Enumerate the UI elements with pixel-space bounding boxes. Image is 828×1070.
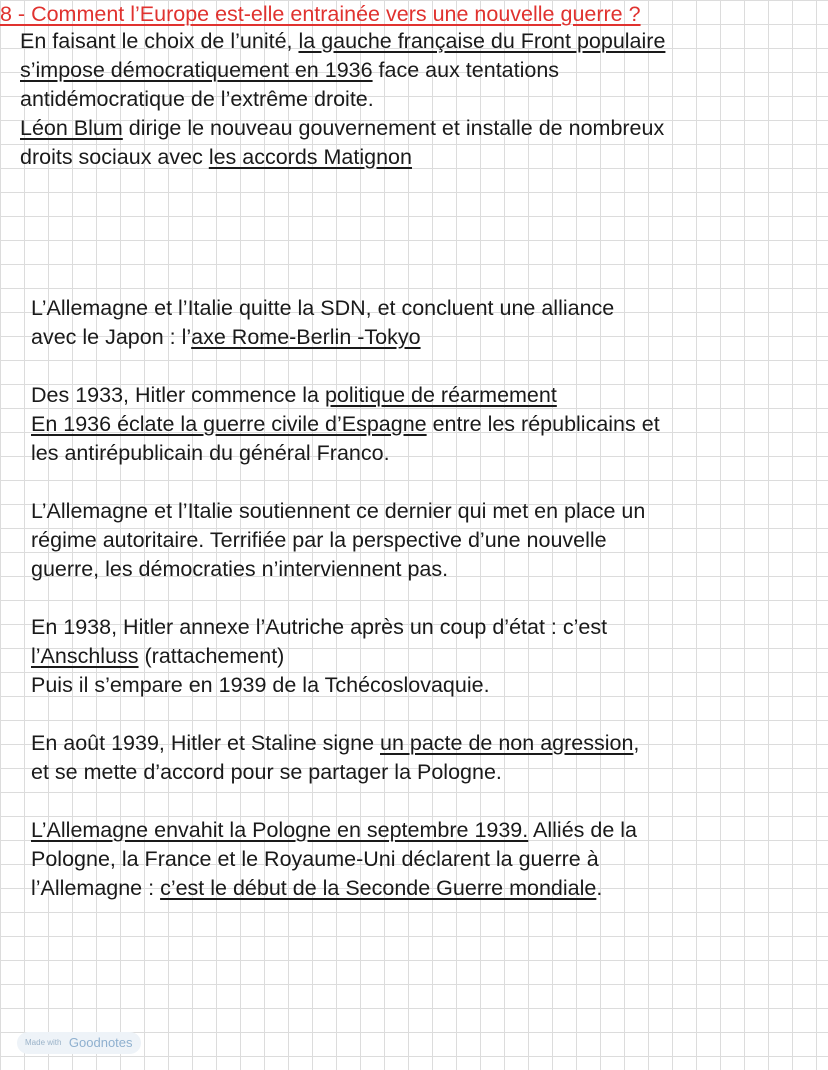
body-text — [31, 294, 660, 903]
text-segment: dirige le nouveau gouvernement et installe de nombreux — [122, 116, 665, 140]
section-heading-text: 8 - Comment l’Europe est-elle entrainée vers une nouvelle guerre ? — [0, 2, 641, 26]
underlined-text: les accords Matignon — [208, 145, 412, 169]
text-segment: Des 1933, Hitler commence la — [31, 383, 325, 407]
underlined-text: L’Allemagne envahit la Pologne en septembre 1939. — [31, 818, 529, 842]
text-line — [31, 816, 660, 845]
badge-made-with: Made with — [25, 1038, 62, 1047]
underlined-text: s’impose démocratiquement en 1936 — [20, 58, 373, 82]
text-line — [31, 758, 660, 787]
text-segment: Pologne, la France et le Royaume-Uni déclarent la guerre à — [31, 847, 599, 871]
text-line — [20, 85, 665, 114]
text-line — [20, 143, 665, 172]
text-segment: et se mette d’accord pour se partager la Pologne. — [31, 760, 502, 784]
text-line — [31, 671, 660, 700]
underlined-text: Léon Blum — [20, 116, 123, 140]
text-line — [20, 56, 665, 85]
text-segment: l’Allemagne : — [31, 876, 161, 900]
text-segment: L’Allemagne et l’Italie soutiennent ce dernier qui met en place un — [31, 499, 646, 523]
text-segment: L’Allemagne et l’Italie quitte la SDN, et concluent une alliance — [31, 296, 615, 320]
text-segment: antidémocratique de l’extrême droite. — [20, 87, 374, 111]
underlined-text: un pacte de non agression — [380, 731, 634, 755]
text-line — [31, 323, 660, 352]
text-segment: entre les républicains et — [426, 412, 660, 436]
underlined-text: En 1936 éclate la guerre civile d’Espagne — [31, 412, 427, 436]
text-line — [31, 294, 660, 323]
text-line — [31, 845, 660, 874]
underlined-text: c’est le début de la Seconde Guerre mondiale — [160, 876, 597, 900]
text-line — [31, 613, 660, 642]
text-segment: les antirépublicain du général Franco. — [31, 441, 390, 465]
text-segment: droits sociaux avec — [20, 145, 209, 169]
underlined-text: la gauche française du Front populaire — [298, 29, 666, 53]
text-line — [31, 874, 660, 903]
text-segment: En faisant le choix de l’unité, — [20, 29, 299, 53]
text-segment: , — [633, 731, 640, 755]
paragraph — [31, 497, 660, 584]
text-segment: face aux tentations — [372, 58, 560, 82]
text-line — [31, 439, 660, 468]
text-line — [20, 114, 665, 143]
text-line — [20, 27, 665, 56]
text-line — [31, 555, 660, 584]
intro-text — [20, 27, 665, 172]
paragraph — [31, 613, 660, 700]
badge-brand: Goodnotes — [68, 1035, 133, 1050]
paragraph — [31, 816, 660, 903]
text-segment: (rattachement) — [138, 644, 285, 668]
section-heading — [0, 0, 828, 29]
text-segment: En août 1939, Hitler et Staline signe — [31, 731, 380, 755]
text-line — [31, 410, 660, 439]
paragraph — [31, 294, 660, 352]
paragraph — [31, 729, 660, 787]
text-segment: avec le Japon : l’ — [31, 325, 192, 349]
text-segment: . — [596, 876, 603, 900]
text-segment: régime autoritaire. Terrifiée par la perspective d’une nouvelle — [31, 528, 607, 552]
paragraph — [31, 381, 660, 468]
text-line — [31, 497, 660, 526]
underlined-text: l’Anschluss — [31, 644, 139, 668]
text-segment: Alliés de la — [528, 818, 638, 842]
text-segment: guerre, les démocraties n’interviennent pas. — [31, 557, 449, 581]
text-line — [31, 729, 660, 758]
underlined-text: politique de réarmement — [324, 383, 557, 407]
text-segment: En 1938, Hitler annexe l’Autriche après un coup d’état : c’est — [31, 615, 608, 639]
goodnotes-badge — [17, 1032, 141, 1054]
underlined-text: axe Rome-Berlin -Tokyo — [191, 325, 421, 349]
text-line — [31, 642, 660, 671]
text-line — [31, 526, 660, 555]
text-segment: Puis il s’empare en 1939 de la Tchécoslovaquie. — [31, 673, 490, 697]
text-line — [31, 381, 660, 410]
